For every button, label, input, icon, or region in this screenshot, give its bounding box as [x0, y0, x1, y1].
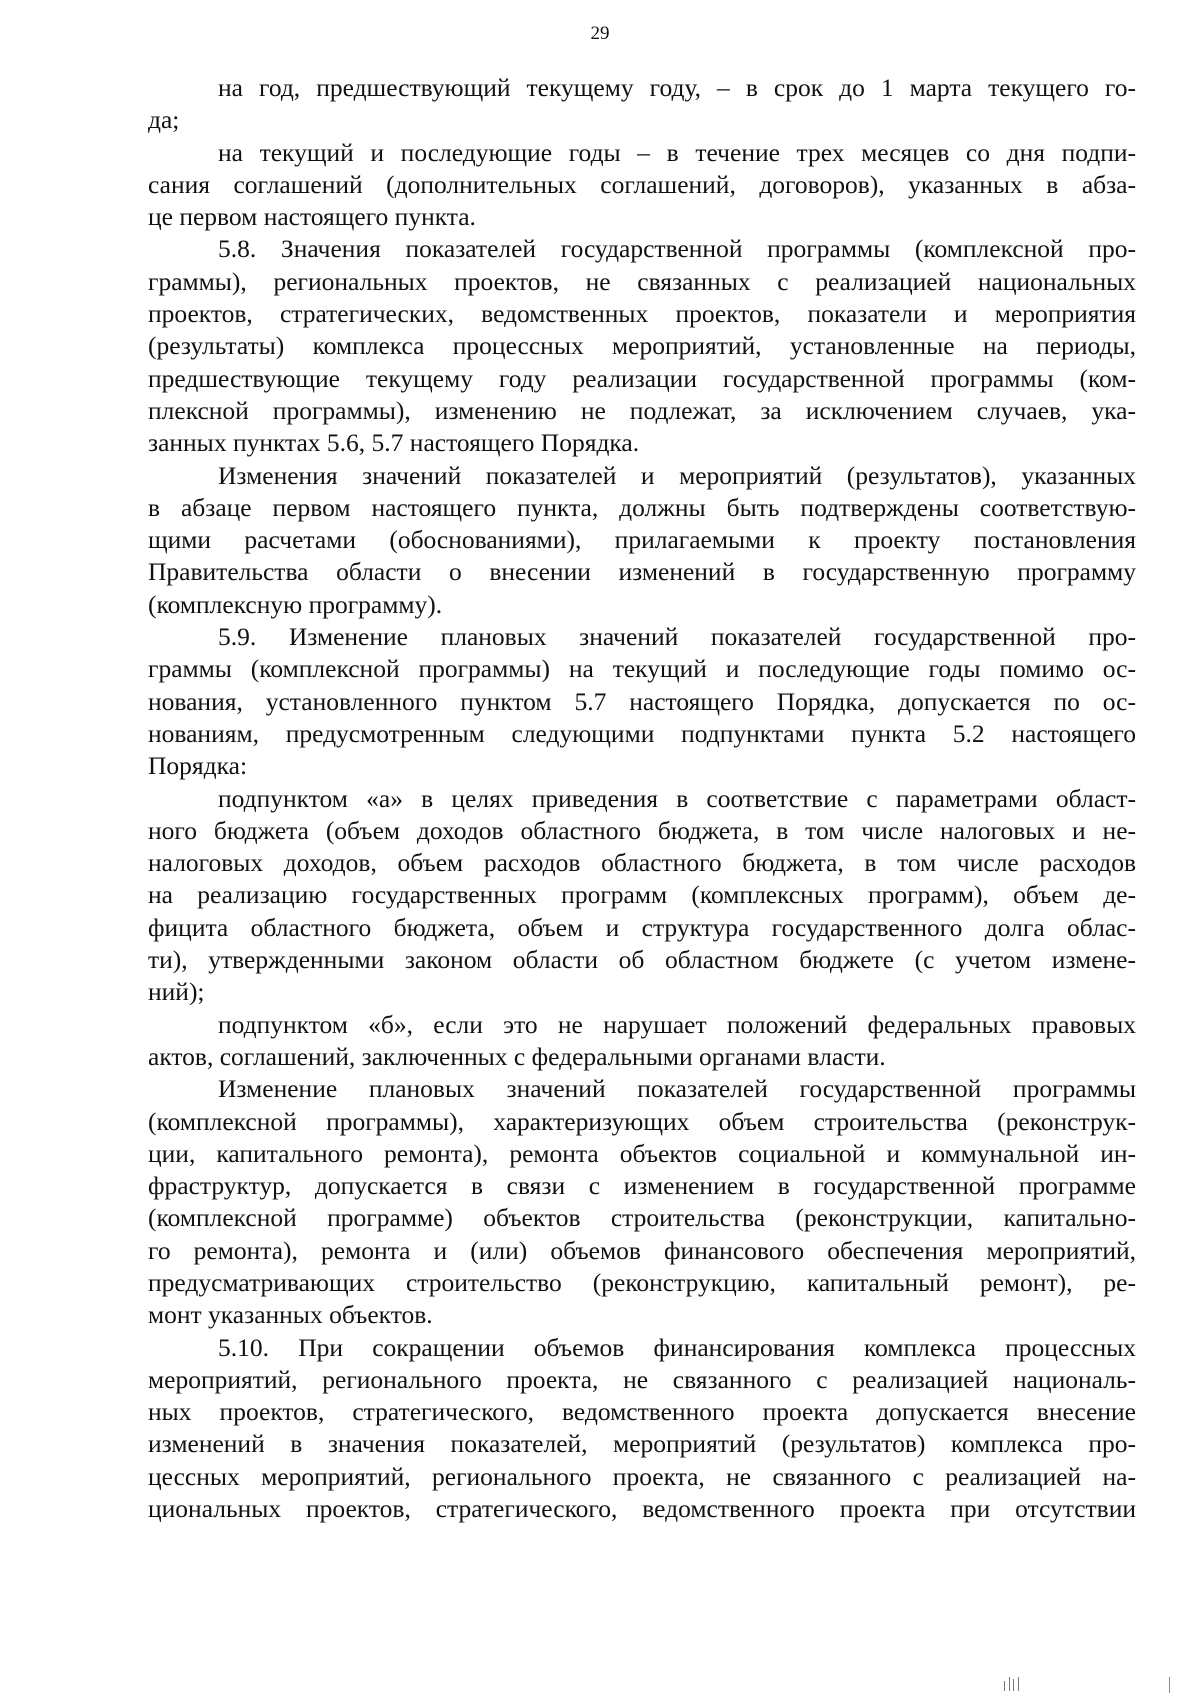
text-line: фраструктур, допускается в связи с изменением в государственной программе	[148, 1171, 1136, 1201]
text-line: Правительства области о внесении изменений в государственную программу	[148, 557, 1136, 587]
text-line: предусматривающих строительство (реконструкцию, капитальный ремонт), ре-	[148, 1267, 1136, 1297]
text-line: (комплексную программу).	[148, 589, 443, 619]
paragraph-deadline-current-year	[148, 137, 1136, 234]
text-line: го ремонта), ремонта и (или) объемов финансового обеспечения мероприятий,	[148, 1235, 1136, 1265]
text-line: це первом настоящего пункта.	[148, 202, 476, 232]
text-line: Порядка:	[148, 751, 248, 781]
text-line: граммы (комплексной программы) на текущий и последующие годы помимо ос-	[148, 654, 1136, 684]
paragraph-deadline-prev-year	[148, 72, 1136, 137]
paragraph-clause-5-10	[148, 1332, 1136, 1526]
text-line: щими расчетами (обоснованиями), прилагаемыми к проекту постановления	[148, 525, 1136, 555]
text-line: ных проектов, стратегического, ведомственного проекта допускается внесение	[148, 1397, 1136, 1427]
paragraph-clause-5-8	[148, 233, 1136, 459]
document-body	[148, 72, 1136, 1525]
text-line: подпунктом «б», если это не нарушает положений федеральных правовых	[218, 1009, 1136, 1039]
page-number: 29	[590, 23, 610, 44]
text-line: на реализацию государственных программ (комплексных программ), объем де-	[148, 880, 1136, 910]
paragraph-subclause-b	[148, 1009, 1136, 1074]
paragraph-clause-5-9	[148, 621, 1136, 782]
text-line: фицита областного бюджета, объем и структура государственного долга облас-	[148, 912, 1136, 942]
text-line: изменений в значения показателей, мероприятий (результатов) комплекса про-	[148, 1429, 1136, 1459]
paragraph-construction-changes	[148, 1073, 1136, 1331]
text-line: монт указанных объектов.	[148, 1300, 433, 1330]
text-line: мероприятий, регионального проекта, не связанного с реализацией националь-	[148, 1364, 1136, 1394]
text-line: нованиям, предусмотренным следующими подпунктами пункта 5.2 настоящего	[148, 718, 1136, 748]
text-line: 5.10. При сокращении объемов финансирования комплекса процессных	[218, 1332, 1136, 1362]
text-line: на год, предшествующий текущему году, – в срок до 1 марта текущего го-	[218, 73, 1136, 102]
scan-edge-mark	[1169, 1677, 1170, 1693]
text-line: 5.9. Изменение плановых значений показателей государственной про-	[218, 622, 1136, 652]
paragraph-changes-justification	[148, 460, 1136, 621]
text-line: в абзаце первом настоящего пункта, должны быть подтверждены соответствую-	[148, 492, 1136, 522]
text-line: ции, капитального ремонта), ремонта объектов социальной и коммунальной ин-	[148, 1138, 1136, 1168]
text-line: Изменения значений показателей и мероприятий (результатов), указанных	[218, 460, 1136, 490]
text-line: да;	[148, 105, 180, 135]
text-line: (комплексной программе) объектов строительства (реконструкции, капитально-	[148, 1203, 1136, 1233]
text-line: проектов, стратегических, ведомственных проектов, показатели и мероприятия	[148, 299, 1136, 329]
text-line: Изменение плановых значений показателей государственной программы	[218, 1074, 1136, 1104]
text-line: актов, соглашений, заключенных с федеральными органами власти.	[148, 1041, 886, 1071]
text-line: налоговых доходов, объем расходов областного бюджета, в том числе расходов	[148, 848, 1136, 878]
text-line: (результаты) комплекса процессных мероприятий, установленные на периоды,	[148, 331, 1136, 361]
text-line: ти), утвержденными законом области об областном бюджете (с учетом измене-	[148, 945, 1136, 975]
text-line: ний);	[148, 977, 205, 1007]
paragraph-subclause-a	[148, 783, 1136, 1009]
text-line: предшествующие текущему году реализации государственной программы (ком-	[148, 363, 1136, 393]
text-line: сания соглашений (дополнительных соглашений, договоров), указанных в абза-	[148, 169, 1136, 199]
text-line: ного бюджета (объем доходов областного бюджета, в том числе налоговых и не-	[148, 815, 1136, 845]
text-line: занных пунктах 5.6, 5.7 настоящего Порядка.	[148, 428, 640, 458]
text-line: подпунктом «а» в целях приведения в соответствие с параметрами област-	[218, 783, 1136, 813]
text-line: граммы), региональных проектов, не связанных с реализацией национальных	[148, 266, 1136, 296]
scan-artifact-marks	[1000, 1677, 1040, 1691]
text-line: 5.8. Значения показателей государственной программы (комплексной про-	[218, 234, 1136, 264]
text-line: циональных проектов, стратегического, ведомственного проекта при отсутствии	[148, 1494, 1136, 1524]
text-line: на текущий и последующие годы – в течение трех месяцев со дня подпи-	[218, 137, 1136, 167]
text-line: нования, установленного пунктом 5.7 настоящего Порядка, допускается по ос-	[148, 686, 1136, 716]
text-line: цессных мероприятий, регионального проекта, не связанного с реализацией на-	[148, 1461, 1136, 1491]
text-line: (комплексной программы), характеризующих объем строительства (реконструк-	[148, 1106, 1136, 1136]
text-line: плексной программы), изменению не подлежат, за исключением случаев, ука-	[148, 395, 1136, 425]
